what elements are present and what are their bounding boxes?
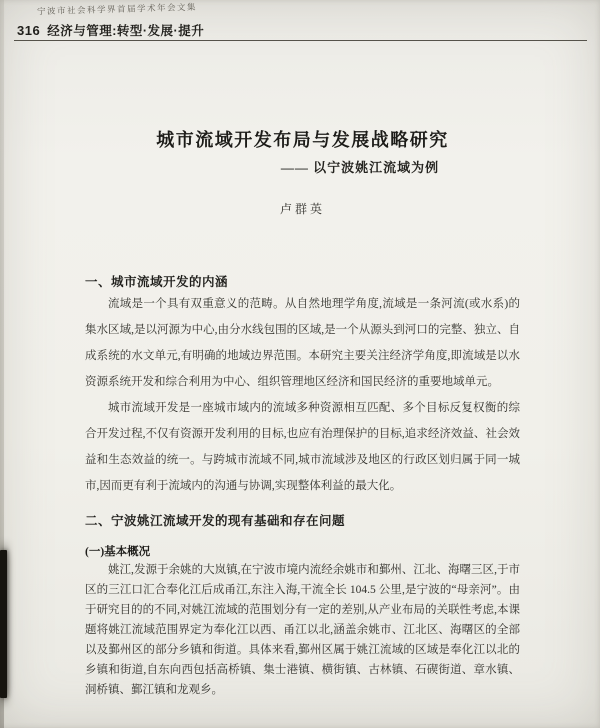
- section-2-heading: 二、宁波姚江流域开发的现有基础和存在问题: [85, 514, 346, 528]
- section-2-subheading: (一)基本概况: [85, 546, 151, 558]
- running-head-title: 经济与管理:转型·发展·提升: [47, 24, 205, 38]
- article-subtitle: —— 以宁波姚江流域为例: [280, 160, 440, 175]
- article-title: 城市流域开发布局与发展战略研究: [156, 130, 449, 150]
- running-head: [17, 21, 204, 39]
- section-1-heading: 一、城市流域开发的内涵: [85, 275, 229, 289]
- author-name: 卢群英: [279, 202, 325, 216]
- scan-artifact-left-bar: [0, 550, 7, 698]
- section-1-para-2: 城市流域开发是一座城市域内的流域多种资源相互匹配、多个目标反复权衡的综合开发过程,不仅有资源开发利用的目标,也应有治理保护的目标,追求经济效益、社会效益和生态效益的统一。与跨城市流域不同,城市流域涉及地区的行政区划归属于同一城市,因而更有利于流域内的沟通与协调,实现整体利益的最大化。: [85, 402, 520, 492]
- corner-note: 宁波市社会科学界首届学术年会文集: [36, 1, 198, 17]
- section-2-para-1: 姚江,发源于余姚的大岚镇,在宁波市境内流经余姚市和鄞州、江北、海曙三区,于市区的三江口汇合奉化江后成甬江,东注入海,干流全长 104.5 公里,是宁波的“母亲河”。由于研究目的的不同,对姚江流域的范围划分有一定的差别,从产业布局的关联性考虑,本课题将姚江流域范围界定为奉化江以西、甬江以北,涵盖余姚市、江北区、海曙区的全部以及鄞州区的部分乡镇和街道。具体来看,鄞州区属于姚江流域的区域是奉化江以北的乡镇和街道,自东向西包括高桥镇、集士港镇、横街镇、古林镇、石碶街道、章水镇、洞桥镇、鄞江镇和龙观乡。: [85, 564, 520, 696]
- article-body: [0, 41, 600, 728]
- page-number: 316: [17, 23, 41, 38]
- section-1-para-1: 流域是一个具有双重意义的范畴。从自然地理学角度,流域是一条河流(或水系)的集水区域,是以河源为中心,由分水线包围的区域,是一个从源头到河口的完整、独立、自成系统的水文单元,有明确的地域边界范围。本研究主要关注经济学角度,即流域是以水资源系统开发和综合利用为中心、组织管理地区经济和国民经济的重要地域单元。: [85, 298, 520, 388]
